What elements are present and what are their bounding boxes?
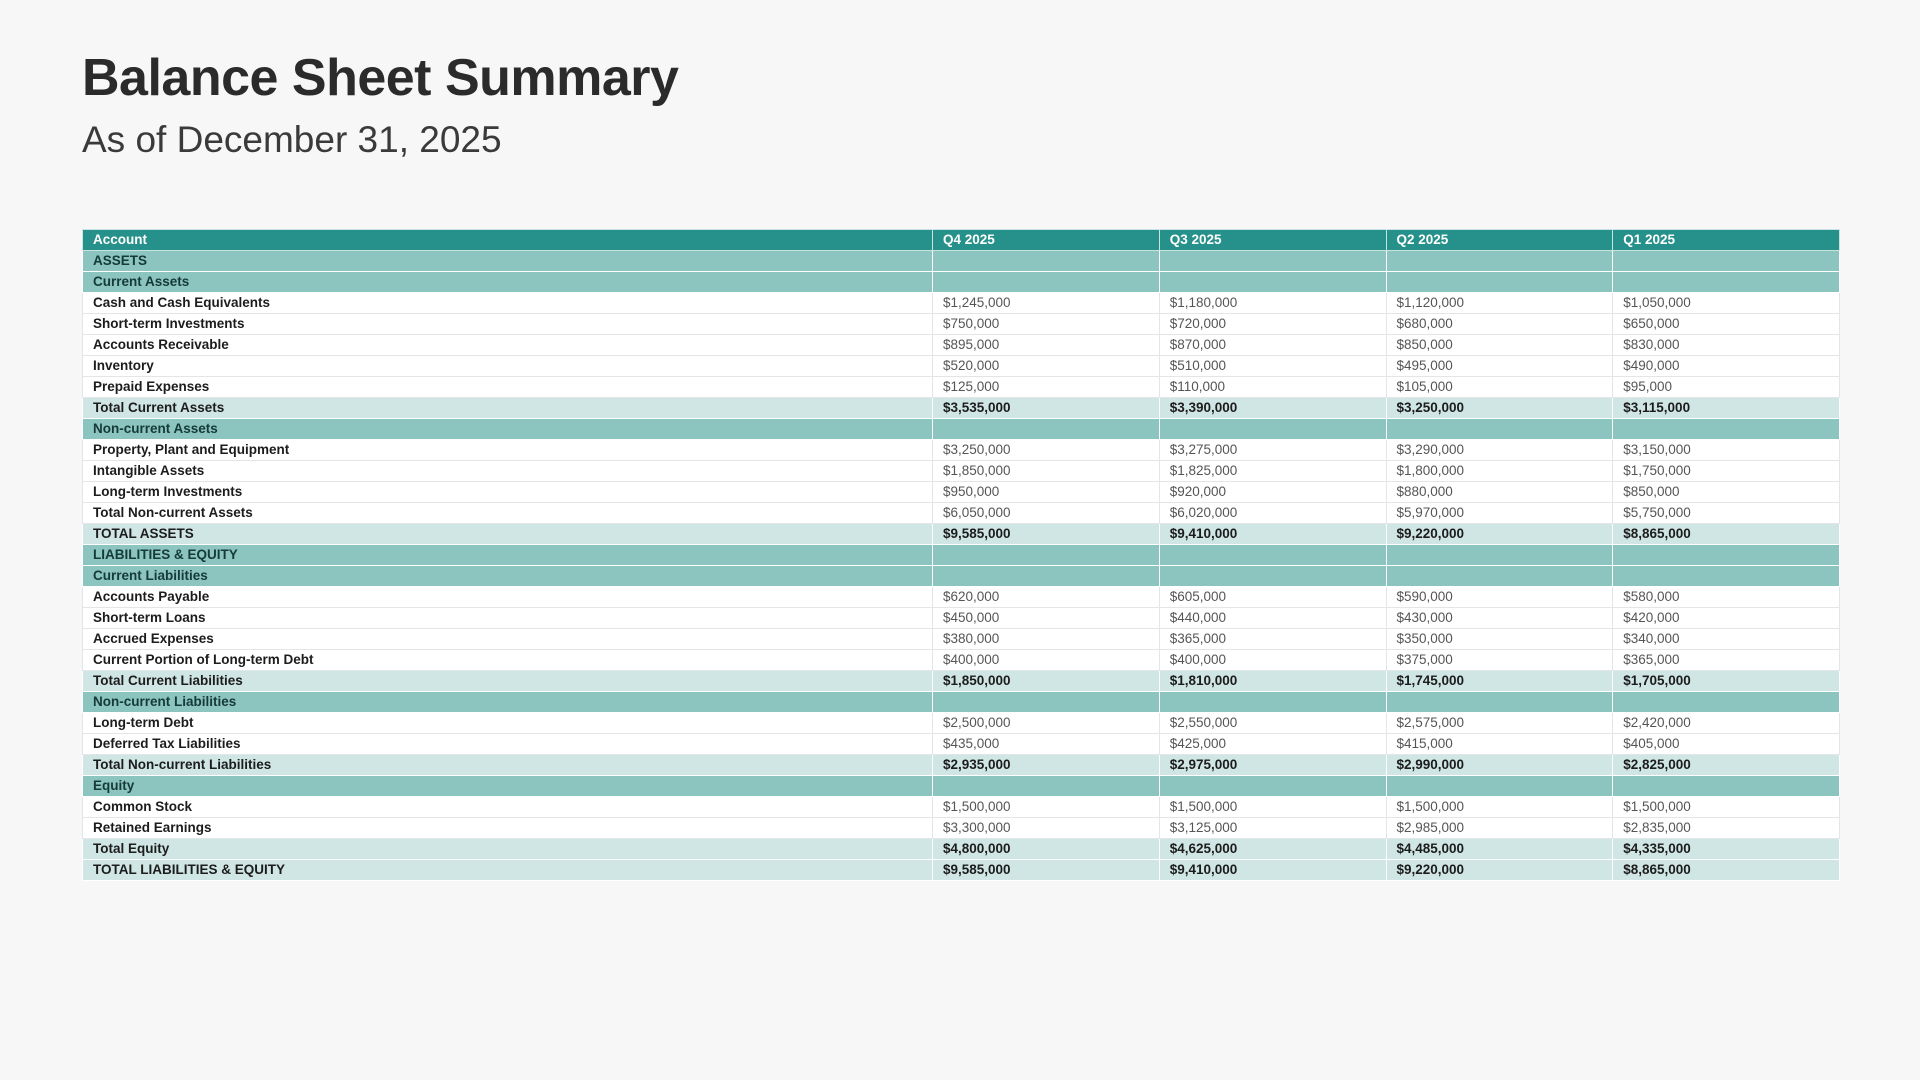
account-label: TOTAL LIABILITIES & EQUITY: [83, 860, 933, 881]
value-cell: $9,220,000: [1386, 860, 1613, 881]
value-cell: $9,585,000: [933, 524, 1160, 545]
section-row: [83, 419, 1840, 440]
table-row: [83, 587, 1840, 608]
value-cell: $4,485,000: [1386, 839, 1613, 860]
value-cell: [1159, 545, 1386, 566]
table-row: [83, 440, 1840, 461]
value-cell: [1159, 251, 1386, 272]
account-label: Inventory: [83, 356, 933, 377]
value-cell: $3,250,000: [933, 440, 1160, 461]
value-cell: $6,020,000: [1159, 503, 1386, 524]
total-row: [83, 671, 1840, 692]
section-row: [83, 272, 1840, 293]
table-row: [83, 629, 1840, 650]
value-cell: $870,000: [1159, 335, 1386, 356]
account-label: Short-term Investments: [83, 314, 933, 335]
value-cell: $2,825,000: [1613, 755, 1840, 776]
section-row: [83, 545, 1840, 566]
value-cell: $340,000: [1613, 629, 1840, 650]
column-header-q3-2025: Q3 2025: [1159, 230, 1386, 251]
table-row: [83, 482, 1840, 503]
value-cell: $850,000: [1386, 335, 1613, 356]
value-cell: $880,000: [1386, 482, 1613, 503]
section-row: [83, 692, 1840, 713]
account-label: Cash and Cash Equivalents: [83, 293, 933, 314]
value-cell: $1,050,000: [1613, 293, 1840, 314]
value-cell: $3,300,000: [933, 818, 1160, 839]
value-cell: $2,985,000: [1386, 818, 1613, 839]
account-label: Current Liabilities: [83, 566, 933, 587]
value-cell: $2,935,000: [933, 755, 1160, 776]
value-cell: $2,975,000: [1159, 755, 1386, 776]
account-label: Retained Earnings: [83, 818, 933, 839]
table-row: [83, 293, 1840, 314]
value-cell: $2,835,000: [1613, 818, 1840, 839]
value-cell: $1,500,000: [1386, 797, 1613, 818]
account-label: Deferred Tax Liabilities: [83, 734, 933, 755]
value-cell: $400,000: [933, 650, 1160, 671]
value-cell: $1,500,000: [1159, 797, 1386, 818]
value-cell: [1386, 251, 1613, 272]
value-cell: $430,000: [1386, 608, 1613, 629]
account-label: Current Assets: [83, 272, 933, 293]
value-cell: $1,810,000: [1159, 671, 1386, 692]
section-row: [83, 251, 1840, 272]
value-cell: $9,220,000: [1386, 524, 1613, 545]
value-cell: $415,000: [1386, 734, 1613, 755]
value-cell: $380,000: [933, 629, 1160, 650]
value-cell: [1613, 251, 1840, 272]
value-cell: [933, 419, 1160, 440]
value-cell: $3,115,000: [1613, 398, 1840, 419]
value-cell: [1386, 566, 1613, 587]
value-cell: $9,410,000: [1159, 860, 1386, 881]
value-cell: $105,000: [1386, 377, 1613, 398]
account-label: Short-term Loans: [83, 608, 933, 629]
value-cell: $895,000: [933, 335, 1160, 356]
value-cell: $3,150,000: [1613, 440, 1840, 461]
value-cell: $1,180,000: [1159, 293, 1386, 314]
column-header-q2-2025: Q2 2025: [1386, 230, 1613, 251]
value-cell: [1613, 545, 1840, 566]
value-cell: $510,000: [1159, 356, 1386, 377]
value-cell: $9,410,000: [1159, 524, 1386, 545]
value-cell: [1159, 419, 1386, 440]
total-row: [83, 755, 1840, 776]
value-cell: [1613, 776, 1840, 797]
value-cell: [1386, 272, 1613, 293]
account-label: Intangible Assets: [83, 461, 933, 482]
value-cell: $2,420,000: [1613, 713, 1840, 734]
account-label: Total Current Assets: [83, 398, 933, 419]
account-label: Accounts Payable: [83, 587, 933, 608]
value-cell: $950,000: [933, 482, 1160, 503]
value-cell: $1,750,000: [1613, 461, 1840, 482]
section-row: [83, 566, 1840, 587]
total-row: [83, 398, 1840, 419]
table-row: [83, 608, 1840, 629]
value-cell: [933, 545, 1160, 566]
account-label: Current Portion of Long-term Debt: [83, 650, 933, 671]
value-cell: $6,050,000: [933, 503, 1160, 524]
value-cell: $365,000: [1613, 650, 1840, 671]
value-cell: $3,390,000: [1159, 398, 1386, 419]
value-cell: $8,865,000: [1613, 860, 1840, 881]
value-cell: $3,250,000: [1386, 398, 1613, 419]
table-row: [83, 314, 1840, 335]
value-cell: $1,500,000: [1613, 797, 1840, 818]
table-body: [83, 251, 1840, 881]
value-cell: $1,850,000: [933, 461, 1160, 482]
value-cell: [933, 272, 1160, 293]
value-cell: $400,000: [1159, 650, 1386, 671]
header-row: [83, 230, 1840, 251]
value-cell: [933, 692, 1160, 713]
value-cell: $605,000: [1159, 587, 1386, 608]
account-label: LIABILITIES & EQUITY: [83, 545, 933, 566]
value-cell: $850,000: [1613, 482, 1840, 503]
value-cell: [933, 251, 1160, 272]
total-row: [83, 839, 1840, 860]
value-cell: [1386, 776, 1613, 797]
value-cell: $375,000: [1386, 650, 1613, 671]
value-cell: $9,585,000: [933, 860, 1160, 881]
total-row: [83, 860, 1840, 881]
value-cell: $2,550,000: [1159, 713, 1386, 734]
value-cell: [933, 566, 1160, 587]
page-subtitle: As of December 31, 2025: [82, 119, 502, 160]
value-cell: $1,745,000: [1386, 671, 1613, 692]
value-cell: $620,000: [933, 587, 1160, 608]
value-cell: $1,500,000: [933, 797, 1160, 818]
value-cell: $2,990,000: [1386, 755, 1613, 776]
account-label: Total Current Liabilities: [83, 671, 933, 692]
value-cell: $3,125,000: [1159, 818, 1386, 839]
table-row: [83, 503, 1840, 524]
table-row: [83, 797, 1840, 818]
value-cell: $440,000: [1159, 608, 1386, 629]
value-cell: $1,825,000: [1159, 461, 1386, 482]
account-label: Long-term Investments: [83, 482, 933, 503]
value-cell: $5,750,000: [1613, 503, 1840, 524]
value-cell: $365,000: [1159, 629, 1386, 650]
account-label: TOTAL ASSETS: [83, 524, 933, 545]
value-cell: $1,850,000: [933, 671, 1160, 692]
value-cell: $1,800,000: [1386, 461, 1613, 482]
value-cell: $405,000: [1613, 734, 1840, 755]
account-label: Accounts Receivable: [83, 335, 933, 356]
balance-sheet-table: [82, 229, 1840, 881]
account-label: Property, Plant and Equipment: [83, 440, 933, 461]
table-row: [83, 335, 1840, 356]
value-cell: $350,000: [1386, 629, 1613, 650]
value-cell: [933, 776, 1160, 797]
value-cell: [1159, 776, 1386, 797]
value-cell: $720,000: [1159, 314, 1386, 335]
page-title: Balance Sheet Summary: [82, 49, 679, 107]
value-cell: $4,335,000: [1613, 839, 1840, 860]
value-cell: $680,000: [1386, 314, 1613, 335]
table-row: [83, 377, 1840, 398]
account-label: Non-current Liabilities: [83, 692, 933, 713]
value-cell: [1386, 692, 1613, 713]
value-cell: [1386, 419, 1613, 440]
value-cell: $495,000: [1386, 356, 1613, 377]
value-cell: $490,000: [1613, 356, 1840, 377]
value-cell: $4,800,000: [933, 839, 1160, 860]
value-cell: $435,000: [933, 734, 1160, 755]
account-label: Long-term Debt: [83, 713, 933, 734]
table-row: [83, 461, 1840, 482]
value-cell: $580,000: [1613, 587, 1840, 608]
value-cell: $5,970,000: [1386, 503, 1613, 524]
account-label: Total Non-current Assets: [83, 503, 933, 524]
account-label: Total Non-current Liabilities: [83, 755, 933, 776]
value-cell: $3,275,000: [1159, 440, 1386, 461]
value-cell: $1,705,000: [1613, 671, 1840, 692]
value-cell: [1613, 419, 1840, 440]
account-label: Prepaid Expenses: [83, 377, 933, 398]
value-cell: [1613, 692, 1840, 713]
value-cell: $1,120,000: [1386, 293, 1613, 314]
value-cell: [1613, 566, 1840, 587]
value-cell: $520,000: [933, 356, 1160, 377]
value-cell: $125,000: [933, 377, 1160, 398]
value-cell: $420,000: [1613, 608, 1840, 629]
value-cell: $95,000: [1613, 377, 1840, 398]
value-cell: $4,625,000: [1159, 839, 1386, 860]
column-header-q4-2025: Q4 2025: [933, 230, 1160, 251]
account-label: Total Equity: [83, 839, 933, 860]
table-row: [83, 650, 1840, 671]
value-cell: $830,000: [1613, 335, 1840, 356]
account-label: Equity: [83, 776, 933, 797]
value-cell: [1159, 272, 1386, 293]
value-cell: $425,000: [1159, 734, 1386, 755]
value-cell: [1386, 545, 1613, 566]
table-row: [83, 713, 1840, 734]
value-cell: [1613, 272, 1840, 293]
table-row: [83, 734, 1840, 755]
value-cell: $450,000: [933, 608, 1160, 629]
value-cell: $1,245,000: [933, 293, 1160, 314]
table-header: [83, 230, 1840, 251]
value-cell: $650,000: [1613, 314, 1840, 335]
account-label: Accrued Expenses: [83, 629, 933, 650]
value-cell: $8,865,000: [1613, 524, 1840, 545]
total-row: [83, 524, 1840, 545]
table-row: [83, 356, 1840, 377]
column-header-account: Account: [83, 230, 933, 251]
value-cell: $2,575,000: [1386, 713, 1613, 734]
value-cell: $750,000: [933, 314, 1160, 335]
table-row: [83, 818, 1840, 839]
value-cell: $110,000: [1159, 377, 1386, 398]
column-header-q1-2025: Q1 2025: [1613, 230, 1840, 251]
value-cell: [1159, 692, 1386, 713]
value-cell: $590,000: [1386, 587, 1613, 608]
value-cell: $2,500,000: [933, 713, 1160, 734]
account-label: ASSETS: [83, 251, 933, 272]
value-cell: $3,535,000: [933, 398, 1160, 419]
value-cell: $920,000: [1159, 482, 1386, 503]
value-cell: [1159, 566, 1386, 587]
value-cell: $3,290,000: [1386, 440, 1613, 461]
section-row: [83, 776, 1840, 797]
account-label: Common Stock: [83, 797, 933, 818]
account-label: Non-current Assets: [83, 419, 933, 440]
